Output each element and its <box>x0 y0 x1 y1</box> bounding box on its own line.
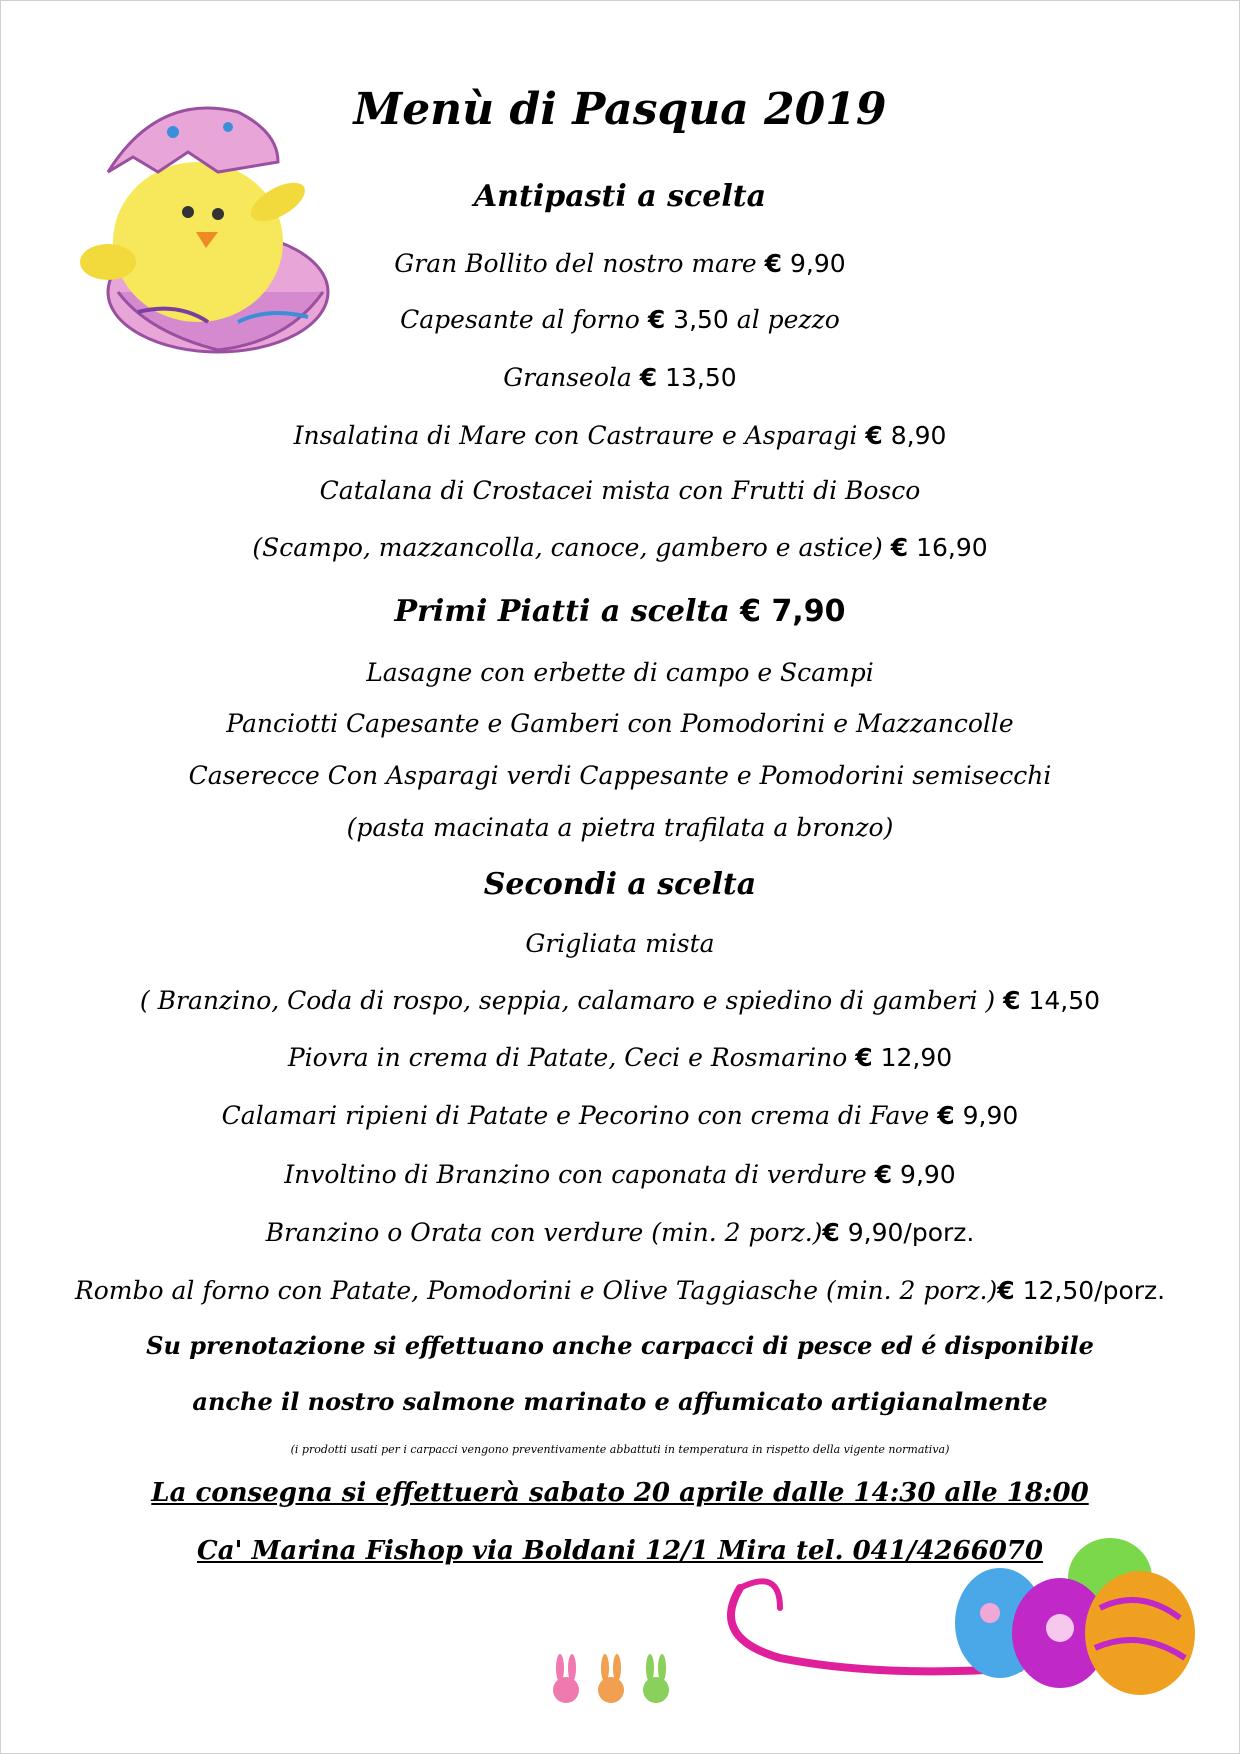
bunnies-image <box>540 1650 690 1710</box>
section-heading-secondi: Secondi a scelta <box>483 867 757 902</box>
easter-eggs-image <box>720 1528 1220 1718</box>
menu-item: Involtino di Branzino con caponata di verdure € 9,90 <box>284 1160 956 1189</box>
reservation-note: Su prenotazione si effettuano anche carpacci di pesce ed é disponibile <box>146 1331 1094 1360</box>
section-heading-antipasti: Antipasti a scelta <box>473 179 767 214</box>
menu-item: Grigliata mista <box>525 929 715 958</box>
menu-item: Gran Bollito del nostro mare € 9,90 <box>394 249 846 278</box>
menu-item: ( Branzino, Coda di rospo, seppia, calamaro e spiedino di gamberi ) € 14,50 <box>139 986 1101 1015</box>
menu-item: Piovra in crema di Patate, Ceci e Rosmarino € 12,90 <box>287 1043 953 1072</box>
menu-item: Catalana di Crostacei mista con Frutti di Bosco <box>319 476 921 505</box>
fine-print: (i prodotti usati per i carpacci vengono preventivamente abbattuti in temperatura in rispetto della vigente normativa) <box>290 1443 950 1456</box>
menu-item: Rombo al forno con Patate, Pomodorini e Olive Taggiasche (min. 2 porz.)€ 12,50/porz. <box>74 1276 1166 1305</box>
page-title: Menù di Pasqua 2019 <box>353 84 887 135</box>
menu-item: Granseola € 13,50 <box>503 363 737 392</box>
reservation-note: anche il nostro salmone marinato e affumicato artigianalmente <box>192 1387 1048 1416</box>
shop-address: Ca' Marina Fishop via Boldani 12/1 Mira tel. 041/4266070 <box>197 1536 1043 1566</box>
menu-item: Lasagne con erbette di campo e Scampi <box>366 658 874 687</box>
menu-item: Insalatina di Mare con Castraure e Asparagi € 8,90 <box>293 421 947 450</box>
menu-item: Calamari ripieni di Patate e Pecorino con crema di Fave € 9,90 <box>221 1101 1019 1130</box>
menu-item: Branzino o Orata con verdure (min. 2 porz.)€ 9,90/porz. <box>265 1218 975 1247</box>
section-heading-primi: Primi Piatti a scelta € 7,90 <box>394 594 846 629</box>
menu-item: Panciotti Capesante e Gamberi con Pomodorini e Mazzancolle <box>226 709 1014 738</box>
menu-item: (pasta macinata a pietra trafilata a bronzo) <box>346 813 894 842</box>
menu-item: (Scampo, mazzancolla, canoce, gambero e astice) € 16,90 <box>252 533 988 562</box>
menu-item: Caserecce Con Asparagi verdi Cappesante e Pomodorini semisecchi <box>188 761 1052 790</box>
delivery-info: La consegna si effettuerà sabato 20 aprile dalle 14:30 alle 18:00 <box>151 1478 1089 1508</box>
menu-item: Capesante al forno € 3,50 al pezzo <box>400 305 840 334</box>
